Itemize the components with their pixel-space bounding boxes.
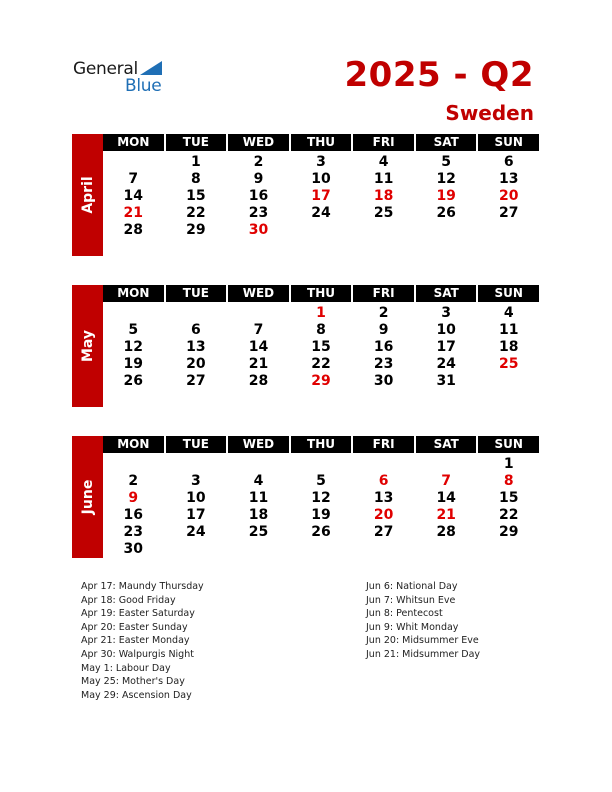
weekday-label: TUE [166,134,227,151]
date-cell: 13 [186,339,206,355]
holiday-note: Apr 21: Easter Monday [81,635,190,647]
date-cell: 30 [123,541,144,557]
month-side-may [72,285,103,407]
week-row [103,188,539,205]
month-label-may: May [79,329,96,363]
date-cell: 21 [248,356,269,372]
date-cell: 8 [503,473,514,489]
date-cell: 13 [373,490,394,506]
date-cell: 1 [316,305,326,321]
date-cell: 8 [190,171,201,187]
date-cell: 17 [436,339,456,355]
date-cell: 10 [436,322,456,338]
date-cell: 20 [373,507,394,523]
holiday-note: Apr 20: Easter Sunday [81,621,188,633]
date-cell: 7 [253,322,264,338]
holiday-note: Jun 9: Whit Monday [366,621,459,633]
date-cell: 23 [123,524,144,540]
date-cell: 18 [373,188,394,204]
date-cell: 22 [311,356,331,372]
date-grid [103,154,539,239]
logo-general-text: General [73,59,138,79]
empty-date-cell [166,305,227,322]
date-cell: 27 [499,205,519,221]
weekday-label: SUN [478,436,539,453]
week-row [103,356,539,373]
holiday-note: May 1: Labour Day [81,662,171,674]
week-row [103,456,539,473]
date-cell: 25 [373,205,394,221]
date-cell: 21 [436,507,456,523]
date-cell: 2 [128,473,139,489]
date-cell: 11 [373,171,394,187]
date-cell: 16 [248,188,269,204]
month-block-june [72,436,539,558]
date-cell: 31 [436,373,456,389]
date-cell: 18 [499,339,519,355]
date-cell: 20 [499,188,519,204]
date-cell: 23 [248,205,269,221]
holiday-note: Apr 18: Good Friday [81,594,176,606]
date-cell: 11 [248,490,269,506]
week-row [103,171,539,188]
weekday-header [103,436,539,453]
weekday-label: SUN [478,285,539,302]
date-cell: 26 [436,205,456,221]
date-cell: 16 [373,339,394,355]
date-cell: 17 [311,188,331,204]
date-cell: 15 [499,490,519,506]
date-cell: 1 [190,154,201,170]
empty-date-cell [291,222,352,239]
date-cell: 7 [128,171,139,187]
empty-date-cell [478,222,539,239]
date-cell: 19 [436,188,456,204]
date-cell: 24 [311,205,331,221]
holiday-note: Jun 7: Whitsun Eve [366,594,456,606]
date-cell: 1 [503,456,514,472]
date-cell: 24 [186,524,206,540]
weekday-label: FRI [353,285,414,302]
month-side-june [72,436,103,558]
date-cell: 11 [499,322,519,338]
month-label-april: April [79,176,96,214]
empty-date-cell [416,541,477,558]
holiday-note: Apr 17: Maundy Thursday [81,581,204,592]
date-cell: 6 [503,154,514,170]
date-cell: 22 [499,507,519,523]
date-cell: 28 [436,524,456,540]
date-cell: 18 [248,507,269,523]
date-cell: 14 [436,490,456,506]
date-cell: 21 [123,205,144,221]
date-cell: 16 [123,507,144,523]
date-cell: 5 [128,322,139,338]
holiday-note: Apr 19: Easter Saturday [81,608,195,620]
weekday-label: THU [291,436,352,453]
date-cell: 3 [190,473,201,489]
date-cell: 14 [248,339,269,355]
empty-date-cell [228,456,289,473]
week-row [103,222,539,239]
date-cell: 14 [123,188,144,204]
empty-date-cell [103,154,164,171]
weekday-label: FRI [353,436,414,453]
weekday-label: THU [291,134,352,151]
date-cell: 12 [436,171,456,187]
date-cell: 17 [186,507,206,523]
weekday-label: SAT [416,134,477,151]
week-row [103,205,539,222]
empty-date-cell [353,222,414,239]
date-cell: 3 [441,305,452,321]
empty-date-cell [291,541,352,558]
holiday-note: Jun 6: National Day [366,581,458,592]
holiday-note: May 25: Mother's Day [81,676,185,688]
empty-date-cell [478,541,539,558]
date-grid [103,305,539,390]
weekday-label: WED [228,436,289,453]
date-cell: 30 [248,222,269,238]
date-cell: 15 [186,188,206,204]
weekday-label: FRI [353,134,414,151]
week-row [103,322,539,339]
date-cell: 20 [186,356,206,372]
date-cell: 10 [186,490,206,506]
weekday-label: MON [103,285,164,302]
date-cell: 13 [499,171,519,187]
week-row [103,373,539,390]
empty-date-cell [103,305,164,322]
weekday-label: TUE [166,285,227,302]
date-cell: 3 [316,154,326,170]
date-cell: 29 [311,373,331,389]
date-grid [103,456,539,558]
empty-date-cell [103,456,164,473]
date-cell: 6 [190,322,201,338]
empty-date-cell [166,456,227,473]
empty-date-cell [353,456,414,473]
weekday-label: WED [228,285,289,302]
logo [73,59,173,99]
holiday-note: Jun 20: Midsummer Eve [366,635,479,647]
date-cell: 8 [316,322,326,338]
date-cell: 25 [499,356,519,372]
weekday-label: THU [291,285,352,302]
date-cell: 9 [128,490,139,506]
date-cell: 5 [441,154,452,170]
date-cell: 28 [123,222,144,238]
date-cell: 30 [373,373,394,389]
empty-date-cell [478,373,539,390]
date-cell: 4 [378,154,389,170]
weekday-header [103,285,539,302]
date-cell: 26 [123,373,144,389]
month-block-may [72,285,539,407]
week-row [103,541,539,558]
month-side-april [72,134,103,256]
holiday-note: Apr 30: Walpurgis Night [81,648,194,660]
date-cell: 6 [378,473,389,489]
week-row [103,490,539,507]
date-cell: 19 [123,356,144,372]
holiday-note: May 29: Ascension Day [81,689,192,701]
holiday-notes-left [81,580,204,702]
empty-date-cell [291,456,352,473]
date-cell: 23 [373,356,394,372]
weekday-header [103,134,539,151]
date-cell: 4 [253,473,264,489]
weekday-label: MON [103,134,164,151]
country-name: Sweden [445,101,534,125]
weekday-label: MON [103,436,164,453]
holiday-note: Jun 21: Midsummer Day [366,648,481,660]
week-row [103,524,539,541]
date-cell: 22 [186,205,206,221]
date-cell: 10 [311,171,331,187]
week-row [103,305,539,322]
empty-date-cell [416,456,477,473]
date-cell: 29 [499,524,519,540]
date-cell: 28 [248,373,269,389]
logo-triangle-icon [140,61,162,75]
date-cell: 9 [253,171,264,187]
week-row [103,473,539,490]
holiday-notes-right [366,580,480,662]
date-cell: 25 [248,524,269,540]
holiday-note: Jun 8: Pentecost [366,608,443,620]
date-cell: 27 [373,524,394,540]
weekday-label: WED [228,134,289,151]
date-cell: 27 [186,373,206,389]
date-cell: 12 [123,339,144,355]
date-cell: 2 [253,154,264,170]
empty-date-cell [353,541,414,558]
weekday-label: SAT [416,436,477,453]
weekday-label: SAT [416,285,477,302]
month-block-april [72,134,539,256]
date-cell: 19 [311,507,331,523]
empty-date-cell [416,222,477,239]
date-cell: 4 [503,305,514,321]
date-cell: 26 [311,524,331,540]
month-label-june: June [79,479,96,515]
date-cell: 29 [186,222,206,238]
date-cell: 7 [441,473,452,489]
logo-blue-text: Blue [125,76,162,96]
week-row [103,507,539,524]
weekday-label: TUE [166,436,227,453]
page-title: 2025 - Q2 [344,55,534,95]
week-row [103,154,539,171]
date-cell: 5 [316,473,326,489]
date-cell: 15 [311,339,331,355]
date-cell: 9 [378,322,389,338]
weekday-label: SUN [478,134,539,151]
date-cell: 24 [436,356,456,372]
date-cell: 12 [311,490,331,506]
date-cell: 2 [378,305,389,321]
empty-date-cell [228,541,289,558]
week-row [103,339,539,356]
empty-date-cell [228,305,289,322]
empty-date-cell [166,541,227,558]
